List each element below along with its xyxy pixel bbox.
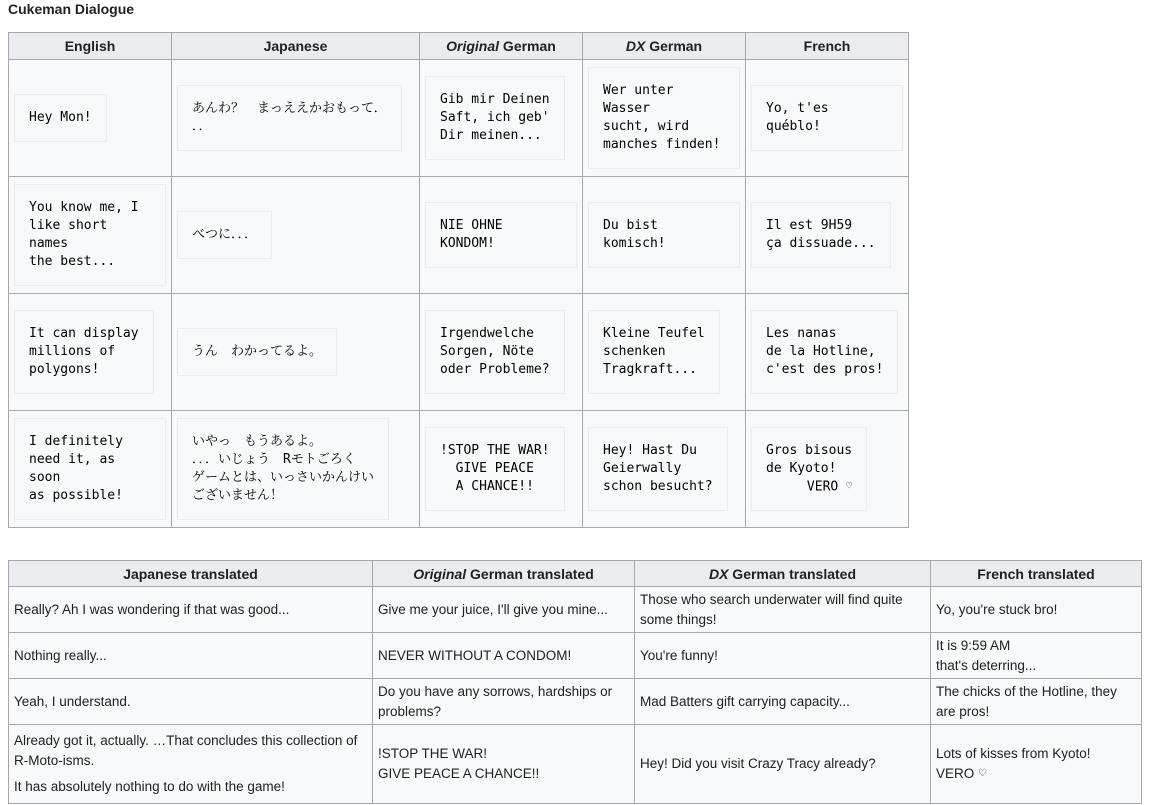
header-japanese: Japanese [172,33,420,60]
dialogue-box: Il est 9H59 ça dissuade... [751,202,891,268]
cell-dx-german-translated: Mad Batters gift carrying capacity... [635,679,931,725]
cell-japanese [172,60,420,177]
cell-original-german-translated: !STOP THE WAR! GIVE PEACE A CHANCE!! [373,725,635,804]
signature-line [766,478,852,497]
cell-french-translated: It is 9:59 AM that's deterring... [931,633,1142,679]
cell-japanese [172,177,420,294]
cell-english [9,411,172,528]
translation-table [8,560,1142,804]
cell-dx-german-translated: Those who search underwater will find quite some things! [635,587,931,633]
dialogue-box: !STOP THE WAR! GIVE PEACE A CHANCE!! [425,427,565,511]
header-dx-german-em: DX [625,38,646,54]
cell-dx-german [583,60,746,177]
dialogue-box: Du bist komisch! [588,202,740,268]
cell-original-german [420,177,583,294]
cell-french-translated [931,725,1142,804]
cell-original-german [420,60,583,177]
signature: VERO [936,765,975,781]
cell-japanese-translated: Really? Ah I was wondering if that was good... [9,587,373,633]
dialogue-box: Gib mir Deinen Saft, ich geb' Dir meinen... [425,76,565,160]
header-dx-german-translated-em: DX [708,565,729,582]
header-french: French [746,33,909,60]
table-row [9,60,909,177]
dialogue-box: Les nanas de la Hotline, c'est des pros! [751,310,898,394]
dialogue-box: べつに．．． [177,211,272,259]
cell-original-german-translated: NEVER WITHOUT A CONDOM! [373,633,635,679]
dialogue-box: Wer unter Wasser sucht, wird manches finden! [588,67,740,169]
header-original-german-translated-em: Original [413,565,467,582]
dialogue-box [751,427,867,512]
header-dx-german-translated [635,561,931,587]
cell-english [9,60,172,177]
cell-french-translated: The chicks of the Hotline, they are pros! [931,679,1142,725]
header-original-german [420,33,583,60]
header-french-translated: French translated [931,561,1142,587]
cell-dx-german [583,411,746,528]
signature: VERO [806,479,839,495]
cell-dx-german-translated: Hey! Did you visit Crazy Tracy already? [635,725,931,804]
french-translated-farewell: Lots of kisses from Kyoto! [936,745,1091,761]
cell-original-german [420,411,583,528]
cell-french-translated: Yo, you're stuck bro! [931,587,1142,633]
table-row [9,294,909,411]
header-dx-german-translated-rest: German translated [728,565,857,582]
heart-icon: ♡ [978,768,987,780]
header-japanese-translated: Japanese translated [9,561,373,587]
cell-french [746,411,909,528]
header-original-german-em: Original [446,38,500,54]
dialogue-box: うん わかってるよ。 [177,328,337,376]
header-english: English [9,33,172,60]
japanese-translated-paragraph-2: It has absolutely nothing to do with the game! [14,779,285,794]
cell-french [746,177,909,294]
table-row [9,725,1142,804]
header-original-german-rest: German [499,38,556,54]
cell-japanese-translated [9,725,373,804]
cell-japanese-translated: Nothing really... [9,633,373,679]
japanese-translated-paragraph-1: Already got it, actually. …That concludes this collection of R-Moto-isms. [14,733,358,768]
page-title: Cukeman Dialogue [8,1,135,17]
dialogue-box: You know me, I like short names the best... [14,184,166,286]
table-row [9,177,909,294]
cell-dx-german-translated: You're funny! [635,633,931,679]
french-farewell-text: Gros bisous de Kyoto! [766,442,853,476]
dialogue-box: Kleine Teufel schenken Tragkraft... [588,310,720,394]
table-row [9,587,1142,633]
header-dx-german [583,33,746,60]
dialogue-box: あんわ？ まっええかおもって． ．． [177,85,402,151]
table-header-row [9,33,909,60]
table-row [9,679,1142,725]
header-original-german-translated [373,561,635,587]
cell-french [746,60,909,177]
dialogue-box: Yo, t'es québlo! [751,85,903,151]
dialogue-box: Hey Mon! [14,94,107,142]
cell-japanese [172,411,420,528]
cell-japanese [172,294,420,411]
dialogue-box: Hey! Hast Du Geierwally schon besucht? [588,427,728,511]
header-dx-german-rest: German [645,38,703,54]
heart-icon: ♡ [846,480,853,492]
dialogue-box: It can display millions of polygons! [14,310,154,394]
cell-dx-german [583,294,746,411]
dialogue-box: いやっ もうあるよ。 ．．．いじょう Rモトごろく ゲームとは、いっさいかんけい ございません！ [177,418,389,520]
cell-original-german [420,294,583,411]
cell-english [9,294,172,411]
dialogue-box: Irgendwelche Sorgen, Nöte oder Probleme? [425,310,565,394]
dialogue-box: NIE OHNE KONDOM! [425,202,577,268]
cell-dx-german [583,177,746,294]
cell-original-german-translated: Do you have any sorrows, hardships or problems? [373,679,635,725]
cell-japanese-translated: Yeah, I understand. [9,679,373,725]
table-row [9,411,909,528]
dialogue-table [8,32,909,528]
table-row [9,633,1142,679]
cell-french [746,294,909,411]
cell-english [9,177,172,294]
header-original-german-translated-rest: German translated [466,565,594,582]
cell-original-german-translated: Give me your juice, I'll give you mine... [373,587,635,633]
table-header-row [9,561,1142,587]
dialogue-box: I definitely need it, as soon as possible! [14,418,166,520]
